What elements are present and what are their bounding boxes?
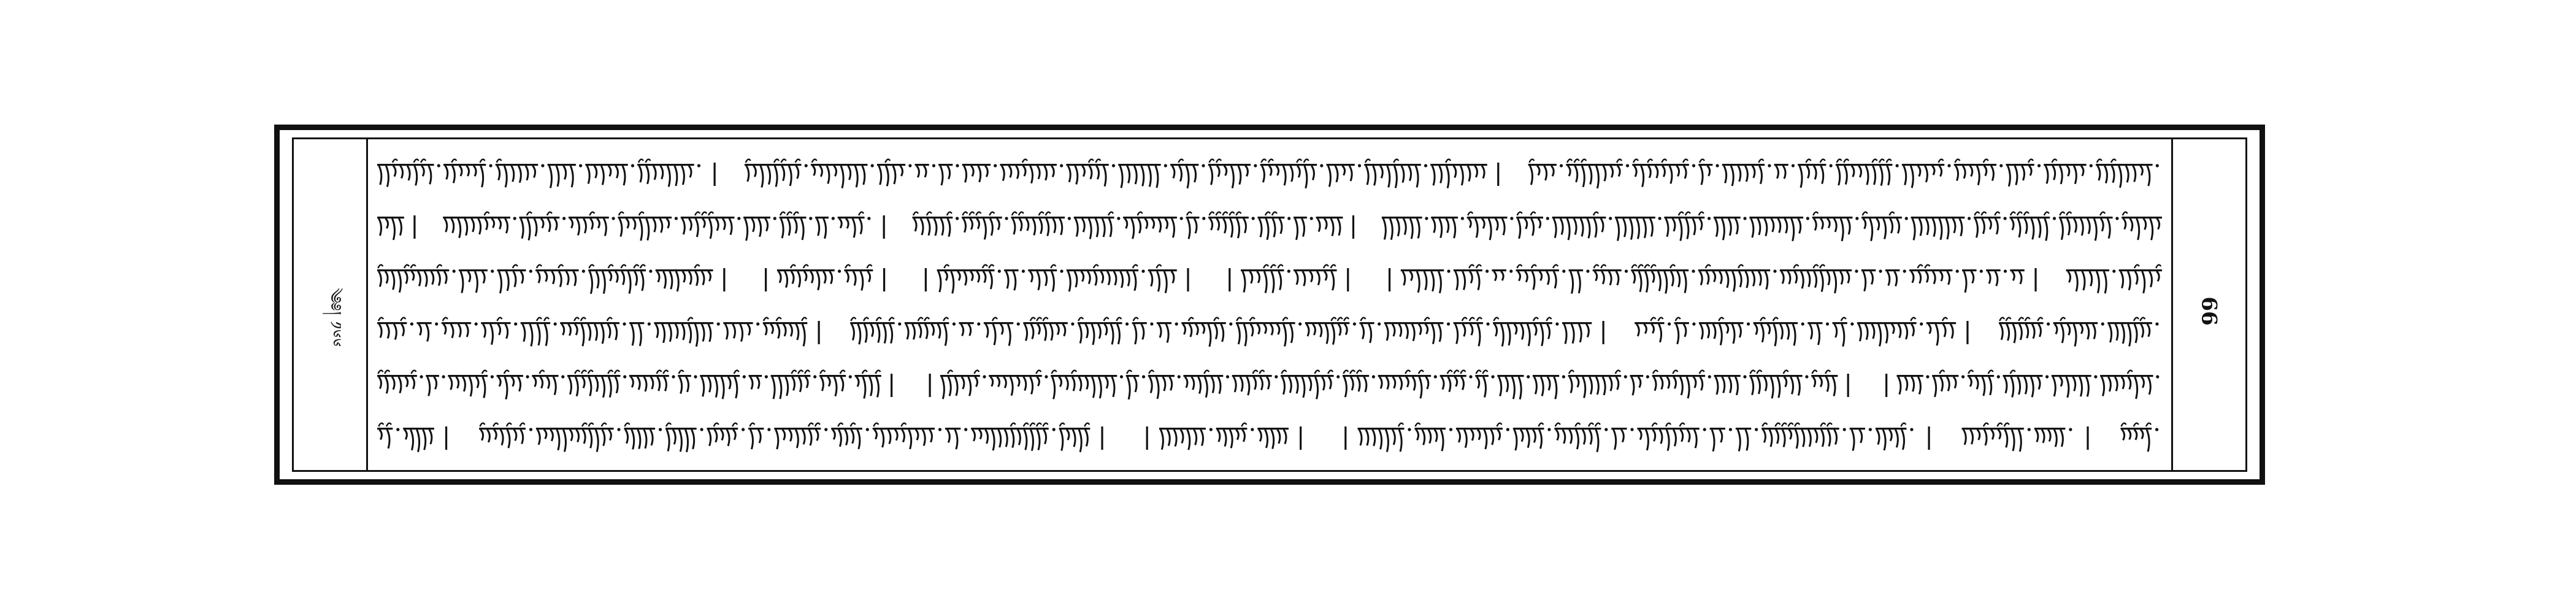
text-line-5 (377, 363, 2162, 411)
text-line-6 (377, 415, 2162, 463)
right-margin (2171, 139, 2245, 470)
line-text-3 (377, 262, 2162, 299)
text-block (372, 147, 2167, 463)
page-number (2196, 293, 2222, 330)
left-margin (294, 139, 368, 470)
margin-title-text: ༄༅། ༡༦༦ (325, 287, 344, 347)
page-number-text: 66 (2197, 296, 2222, 326)
text-line-4 (377, 310, 2162, 358)
inner-frame (292, 137, 2247, 472)
margin-title (318, 268, 342, 366)
line-text-4 (377, 315, 2162, 352)
text-line-2 (377, 204, 2162, 252)
text-line-3 (377, 257, 2162, 305)
text-line-1 (377, 152, 2162, 199)
line-text-1 (377, 156, 2162, 193)
line-text-2 (377, 209, 2162, 246)
folio-frame (274, 125, 2265, 485)
line-text-6 (377, 420, 2162, 457)
line-text-5 (377, 368, 2162, 404)
